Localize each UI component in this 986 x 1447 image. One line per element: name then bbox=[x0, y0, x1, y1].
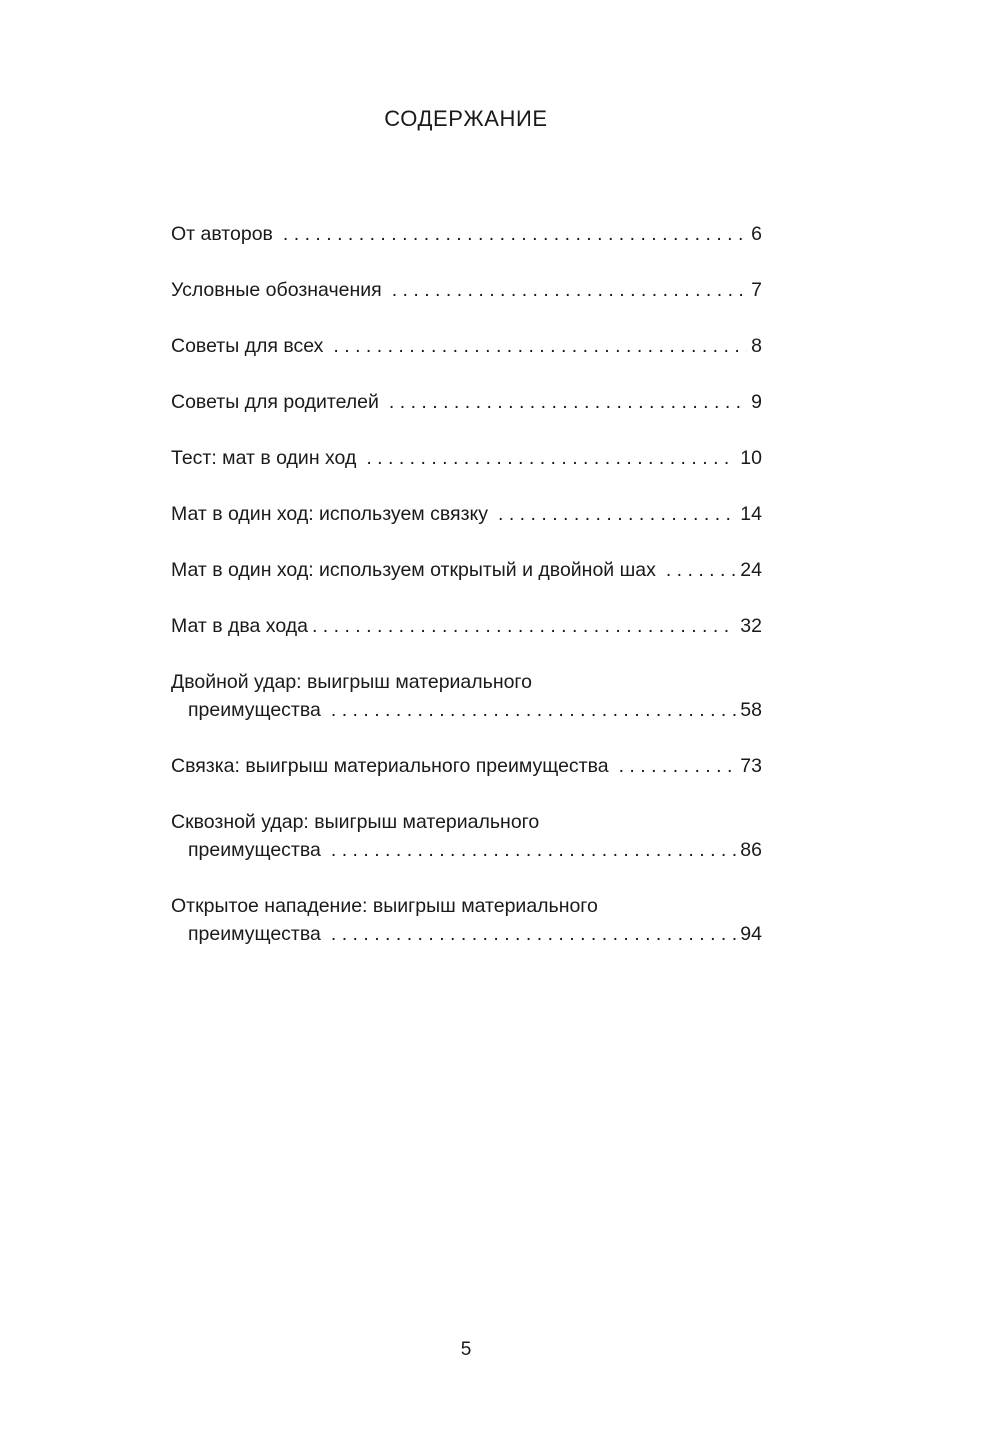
toc-entry-title-continued: преимущества bbox=[188, 839, 321, 861]
toc-entry-page: 86 bbox=[740, 839, 762, 861]
dot-leader bbox=[331, 836, 736, 864]
toc-entry-page: 14 bbox=[740, 503, 762, 525]
toc-entry[interactable] bbox=[171, 612, 762, 640]
toc-entry-title: Советы для всех bbox=[171, 335, 324, 357]
dot-leader bbox=[331, 920, 736, 948]
toc-entry-title: Тест: мат в один ход bbox=[171, 447, 357, 469]
page-number: 5 bbox=[460, 1339, 472, 1360]
dot-leader bbox=[333, 332, 747, 360]
toc-entry[interactable] bbox=[171, 808, 762, 864]
dot-leader bbox=[312, 612, 736, 640]
toc-entry-title: Советы для родителей bbox=[171, 391, 379, 413]
toc-entry-title: Двойной удар: выигрыш материального bbox=[171, 671, 532, 693]
toc-entry-page: 8 bbox=[751, 335, 762, 357]
toc-entry-title: Открытое нападение: выигрыш материального bbox=[171, 895, 598, 917]
toc-entry-page: 9 bbox=[751, 391, 762, 413]
toc-entry-title: От авторов bbox=[171, 223, 273, 245]
toc-entry-title: Условные обозначения bbox=[171, 279, 382, 301]
dot-leader bbox=[283, 220, 747, 248]
toc-entry-title: Мат в один ход: используем открытый и двойной шах bbox=[171, 559, 656, 581]
toc-entry[interactable] bbox=[171, 220, 762, 248]
toc-entry-title: Мат в один ход: используем связку bbox=[171, 503, 489, 525]
dot-leader bbox=[389, 388, 747, 416]
toc-entry[interactable] bbox=[171, 500, 762, 528]
toc-entry-page: 94 bbox=[740, 923, 762, 945]
dot-leader bbox=[619, 752, 737, 780]
toc-entry[interactable] bbox=[171, 388, 762, 416]
toc-entry[interactable] bbox=[171, 276, 762, 304]
toc-entry-page: 6 bbox=[751, 223, 762, 245]
toc-entry-page: 73 bbox=[740, 755, 762, 777]
dot-leader bbox=[666, 556, 736, 584]
toc-entry-page: 32 bbox=[740, 615, 762, 637]
dot-leader bbox=[498, 500, 736, 528]
page-title: СОДЕРЖАНИЕ bbox=[384, 106, 548, 131]
toc-entry-title: Мат в два хода bbox=[171, 615, 308, 637]
table-of-contents bbox=[171, 220, 762, 976]
toc-entry-title-continued: преимущества bbox=[188, 923, 321, 945]
toc-entry-page: 24 bbox=[740, 559, 762, 581]
toc-entry-page: 58 bbox=[740, 699, 762, 721]
dot-leader bbox=[366, 444, 736, 472]
toc-entry[interactable] bbox=[171, 752, 762, 780]
dot-leader bbox=[331, 696, 736, 724]
toc-entry-title: Сквозной удар: выигрыш материального bbox=[171, 811, 540, 833]
dot-leader bbox=[392, 276, 747, 304]
toc-entry-title: Связка: выигрыш материального преимущества bbox=[171, 755, 609, 777]
toc-entry[interactable] bbox=[171, 892, 762, 948]
toc-entry[interactable] bbox=[171, 444, 762, 472]
toc-entry-page: 10 bbox=[740, 447, 762, 469]
toc-entry[interactable] bbox=[171, 332, 762, 360]
toc-entry-page: 7 bbox=[751, 279, 762, 301]
toc-entry[interactable] bbox=[171, 556, 762, 584]
toc-entry-title-continued: преимущества bbox=[188, 699, 321, 721]
toc-entry[interactable] bbox=[171, 668, 762, 724]
